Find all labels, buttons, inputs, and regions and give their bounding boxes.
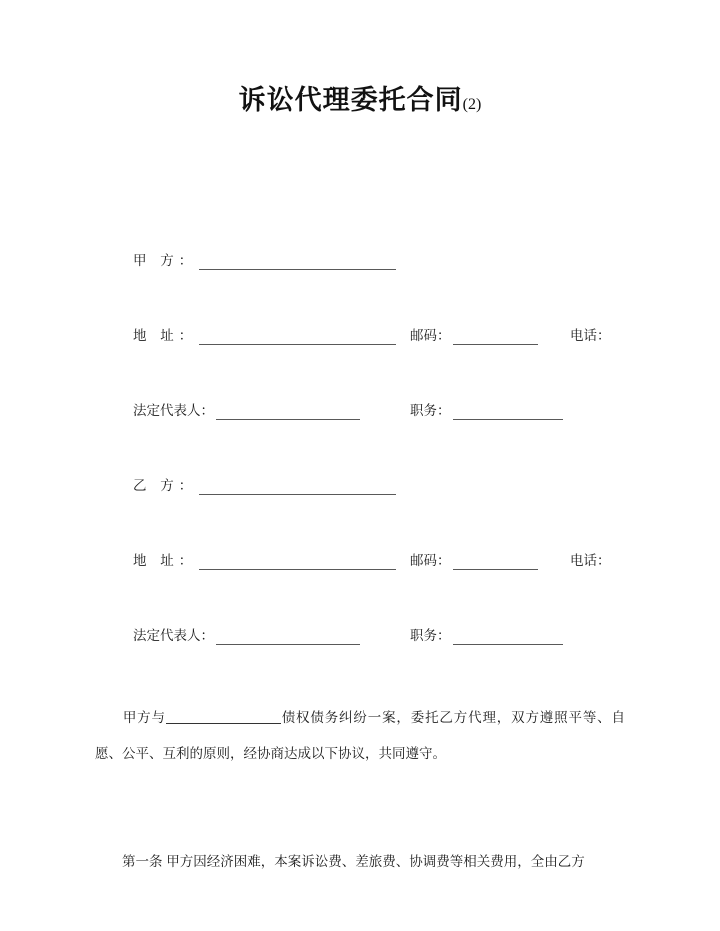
field-label-party-a-representative: 法定代表人：: [133, 403, 214, 418]
field-label-party-a-postcode: 邮码：: [410, 328, 451, 343]
page-title-text: 诉讼代理委托合同: [238, 85, 463, 115]
party-information-form: [133, 252, 633, 702]
field-input-party-b-postcode[interactable]: [453, 555, 538, 570]
field-party-a-postcode: [410, 327, 538, 345]
field-row-party-a: [133, 252, 633, 327]
field-input-party-a[interactable]: [199, 255, 396, 270]
field-party-a-job-title: [410, 402, 563, 420]
field-party-b-representative: [133, 627, 360, 645]
field-party-b: [133, 477, 396, 495]
field-label-party-b-job-title: 职务：: [410, 628, 451, 643]
field-input-party-a-representative[interactable]: [216, 405, 360, 420]
field-row-party-b: [133, 477, 633, 552]
page-title: [0, 78, 720, 117]
preamble-text-before-blank: 甲方与: [122, 710, 166, 725]
field-party-a-phone: [570, 327, 613, 345]
field-party-b-postcode: [410, 552, 538, 570]
preamble-paragraph: [95, 700, 625, 772]
field-label-party-a: 甲 方：: [133, 253, 198, 268]
field-input-party-b[interactable]: [199, 480, 396, 495]
field-row-party-a-representative: [133, 402, 633, 477]
field-label-party-b-postcode: 邮码：: [410, 553, 451, 568]
field-label-party-a-job-title: 职务：: [410, 403, 451, 418]
field-input-party-a-postcode[interactable]: [453, 330, 538, 345]
field-input-party-b-address[interactable]: [199, 555, 396, 570]
field-party-a-address: [133, 327, 396, 345]
preamble-text-after-blank: 债权债务纠纷一案，委托乙方代理，双方遵照平等、自愿、公平、互利的原则，经协商达成以下协议，共同遵守。: [95, 710, 626, 761]
field-label-party-b: 乙 方：: [133, 478, 198, 493]
field-input-party-a-job-title[interactable]: [453, 405, 563, 420]
field-input-party-a-address[interactable]: [199, 330, 396, 345]
field-party-b-address: [133, 552, 396, 570]
field-label-party-a-phone: 电话：: [570, 328, 611, 343]
case-name-input[interactable]: [166, 709, 281, 724]
field-label-party-b-address: 地 址：: [133, 553, 198, 568]
field-label-party-b-representative: 法定代表人：: [133, 628, 214, 643]
field-row-party-b-address: [133, 552, 633, 627]
field-party-b-job-title: [410, 627, 563, 645]
field-label-party-b-phone: 电话：: [570, 553, 611, 568]
clause-one-paragraph: [95, 844, 625, 880]
field-input-party-b-job-title[interactable]: [453, 630, 563, 645]
field-row-party-a-address: [133, 327, 633, 402]
clause-one-text: 第一条 甲方因经济困难，本案诉讼费、差旅费、协调费等相关费用，全由乙方: [122, 854, 585, 869]
field-label-party-a-address: 地 址：: [133, 328, 198, 343]
document-body: [95, 700, 625, 880]
page-title-suffix: (2): [462, 96, 482, 113]
field-row-party-b-representative: [133, 627, 633, 702]
field-party-a-representative: [133, 402, 360, 420]
field-party-a: [133, 252, 396, 270]
field-party-b-phone: [570, 552, 613, 570]
field-input-party-b-representative[interactable]: [216, 630, 360, 645]
